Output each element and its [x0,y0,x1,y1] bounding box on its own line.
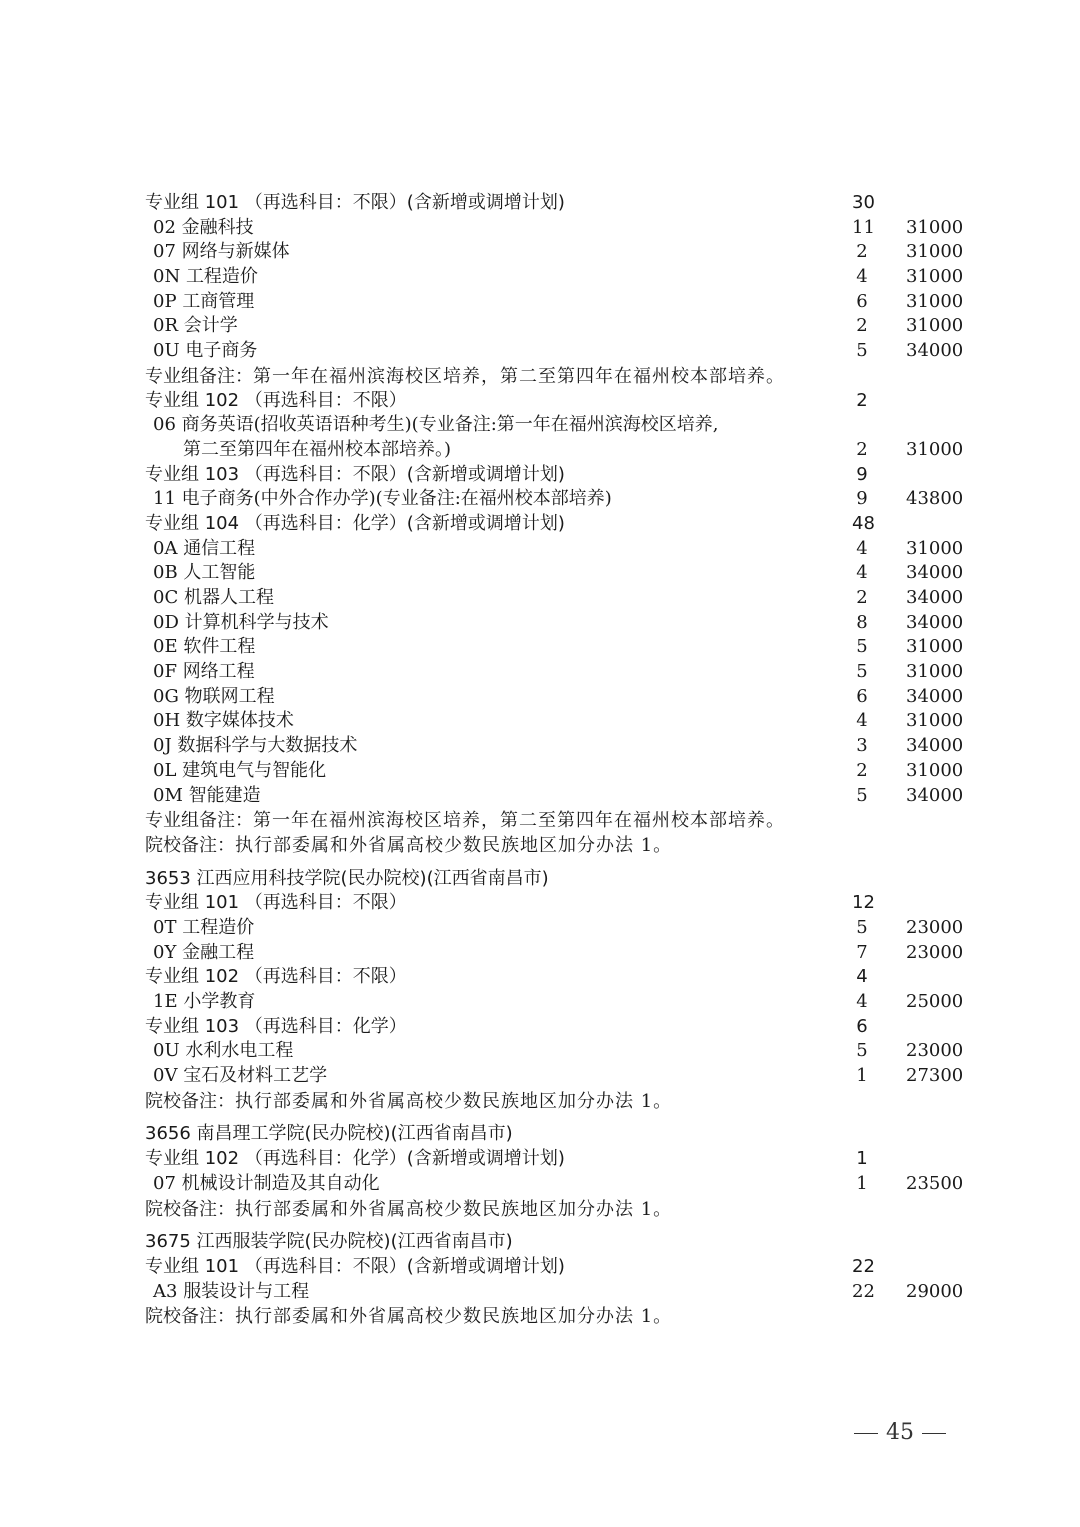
section-gap [0,1113,1080,1122]
group-header [0,389,1080,414]
remark-row [0,1197,1080,1222]
major-name: 物联网工程 [184,685,275,707]
major-label [153,611,329,636]
major-fee: 31000 [906,636,964,658]
major-row [0,537,1080,562]
section-gap [0,858,1080,867]
major-label [153,265,258,290]
major-name: 工程造价 [185,266,258,288]
major-label [153,586,274,611]
major-count: 6 [856,685,868,707]
remark-text: 执行部委属和外省属高校少数民族地区加分办法 1。 [235,1090,673,1112]
major-code: 0N [153,266,181,288]
major-count: 7 [856,941,868,963]
major-code: 02 [153,216,176,238]
major-row [0,1039,1080,1064]
major-name: 商务英语(招收英语语种考生)(专业备注:第一年在福州滨海校区培养, [181,414,719,436]
major-fee: 34000 [906,685,964,707]
major-name: 通信工程 [183,537,256,559]
major-row [0,216,1080,241]
major-row [0,611,1080,636]
major-fee: 31000 [906,266,964,288]
major-count: 11 [852,216,875,238]
major-label [153,1064,327,1089]
group-title: 专业组 101 （再选科目：不限） [145,892,407,914]
major-label [153,290,254,315]
remark [145,1304,672,1330]
major-name: 网络与新媒体 [181,241,290,263]
group-title: 专业组 102 （再选科目：不限） [145,966,407,988]
major-count: 5 [856,784,868,806]
major-label [153,635,255,660]
major-name: 宝石及材料工艺学 [183,1065,328,1087]
major-code: 0P [153,290,177,312]
group-count: 12 [852,892,875,914]
group-count: 6 [856,1015,868,1037]
major-code: 1E [153,991,178,1012]
remark-row [0,808,1080,833]
dash-left [854,1433,878,1434]
section-gap [0,1221,1080,1230]
major-row [0,1172,1080,1197]
major-label [153,487,612,512]
major-name: 计算机科学与技术 [184,611,329,633]
major-row [0,586,1080,611]
major-row [0,265,1080,290]
major-count: 6 [856,290,868,312]
group-count: 2 [856,389,868,411]
major-code: 11 [153,488,176,510]
school-header [0,1230,1080,1255]
group-header [0,463,1080,488]
major-label [153,537,255,562]
major-fee: 23000 [906,1040,964,1062]
major-count: 2 [856,241,868,263]
major-fee: 34000 [906,784,964,806]
major-count: 4 [856,537,868,559]
major-fee: 27300 [906,1065,964,1087]
major-code: 0Y [153,941,177,963]
group-title: 专业组 101 （再选科目：不限）(含新增或调增计划) [145,1255,565,1277]
remark-row [0,364,1080,389]
major-row [0,990,1080,1015]
major-code: 0A [153,537,178,559]
major-count: 2 [856,759,868,781]
admission-plan-list [0,191,1080,1329]
school-title: 3675 江西服装学院(民办院校)(江西省南昌市) [145,1231,513,1253]
major-row [0,339,1080,364]
group-header [0,965,1080,990]
major-label [153,240,290,265]
major-count: 22 [852,1280,875,1302]
major-code: 0J [153,735,172,757]
remark-row [0,1304,1080,1329]
major-fee: 31000 [906,661,964,683]
major-count: 5 [856,340,868,362]
major-label [153,784,261,809]
group-header [0,512,1080,537]
page-number-value: 45 [886,1420,914,1445]
major-code: 0R [153,315,179,337]
major-fee: 31000 [906,241,964,263]
major-fee: 31000 [906,710,964,732]
major-code: 0T [153,916,177,938]
remark-text: 执行部委属和外省属高校少数民族地区加分办法 1。 [235,1306,673,1328]
major-name: 工商管理 [182,290,255,312]
major-name: 网络工程 [182,661,255,683]
major-count: 5 [856,1040,868,1062]
major-name: 会计学 [183,315,238,337]
major-row [0,759,1080,784]
major-row [0,314,1080,339]
remark-row [0,1089,1080,1114]
major-label [153,413,719,438]
major-label [153,1039,293,1064]
remark-text: 第一年在福州滨海校区培养，第二至第四年在福州校本部培养。 [253,810,785,832]
major-label [153,990,255,1015]
major-code: 06 [153,414,176,436]
group-count: 30 [852,192,875,213]
major-code: 0D [153,611,179,633]
major-count: 2 [856,315,868,337]
major-code: 07 [153,241,176,263]
major-label [153,314,238,339]
major-name: 金融科技 [181,216,254,238]
major-name: 建筑电气与智能化 [182,759,327,781]
major-count: 3 [856,735,868,757]
major-code: 0H [153,710,181,732]
group-title: 专业组 102 （再选科目：不限） [145,389,407,411]
major-count: 5 [856,916,868,938]
major-code: 0G [153,685,179,707]
school-header [0,867,1080,892]
major-label [153,1172,380,1197]
major-row [0,561,1080,586]
group-title: 专业组 104 （再选科目：化学）(含新增或调增计划) [145,512,565,534]
major-name: 服装设计与工程 [183,1280,310,1302]
remark [145,364,785,390]
major-name-continued: 第二至第四年在福州校本部培养。) [183,438,452,460]
major-count: 4 [856,266,868,288]
major-fee: 23000 [906,916,964,938]
major-name: 小学教育 [183,991,256,1012]
major-row [0,916,1080,941]
group-title: 专业组 103 （再选科目：不限）(含新增或调增计划) [145,463,565,485]
school-header [0,1122,1080,1147]
major-row-continued [0,438,1080,463]
major-name: 金融工程 [182,941,255,963]
major-row [0,1280,1080,1305]
group-title: 专业组 102 （再选科目：化学）(含新增或调增计划) [145,1148,565,1170]
major-code: 0B [153,562,178,584]
remark [145,1089,672,1115]
major-code: 0E [153,636,178,658]
major-label [153,916,254,941]
remark-label: 专业组备注： [145,810,253,832]
major-label [153,759,326,784]
remark-label: 院校备注： [145,1090,235,1112]
major-name: 电子商务 [185,340,258,362]
group-header [0,891,1080,916]
group-count: 1 [856,1148,868,1170]
major-row [0,413,1080,438]
major-count: 4 [856,562,868,584]
major-row [0,685,1080,710]
major-label [153,941,254,966]
remark-label: 专业组备注： [145,365,253,387]
group-header [0,1015,1080,1040]
major-count: 2 [856,587,868,608]
page-number [846,1418,954,1448]
major-fee: 29000 [906,1280,964,1302]
major-code: 0U [153,340,180,362]
major-code: 0M [153,784,183,806]
major-count: 2 [856,438,868,460]
major-count: 5 [856,661,868,683]
group-count: 4 [856,966,868,988]
remark-text: 执行部委属和外省属高校少数民族地区加分办法 1。 [235,834,673,856]
school-title: 3656 南昌理工学院(民办院校)(江西省南昌市) [145,1123,513,1145]
major-row [0,660,1080,685]
major-row [0,1064,1080,1089]
major-fee: 34000 [906,611,964,633]
remark-row [0,833,1080,858]
major-name: 水利水电工程 [185,1040,294,1062]
major-count: 1 [856,1065,868,1087]
major-count: 4 [856,991,868,1012]
major-code: 0U [153,1040,180,1062]
major-count: 1 [856,1172,868,1194]
major-row [0,709,1080,734]
major-fee: 31000 [906,290,964,312]
major-count: 5 [856,636,868,658]
major-name: 软件工程 [183,636,256,658]
major-row [0,487,1080,512]
major-row [0,941,1080,966]
major-fee: 34000 [906,735,964,757]
remark-text: 执行部委属和外省属高校少数民族地区加分办法 1。 [235,1198,673,1220]
remark-label: 院校备注： [145,1198,235,1220]
school-title: 3653 江西应用科技学院(民办院校)(江西省南昌市) [145,867,549,889]
group-count: 9 [856,463,868,485]
major-label [153,339,257,364]
group-header [0,1147,1080,1172]
major-name: 电子商务(中外合作办学)(专业备注:在福州校本部培养) [181,488,612,510]
group-header [0,191,1080,216]
group-title: 专业组 101 （再选科目：不限）(含新增或调增计划) [145,192,565,213]
major-code: 0F [153,661,177,683]
major-name: 机械设计制造及其自动化 [181,1172,380,1194]
major-fee: 31000 [906,537,964,559]
group-header [0,1255,1080,1280]
remark [145,1197,672,1223]
major-fee: 23500 [906,1172,964,1194]
major-fee: 34000 [906,562,964,584]
remark-text: 第一年在福州滨海校区培养，第二至第四年在福州校本部培养。 [253,365,785,387]
major-name: 数据科学与大数据技术 [177,735,358,757]
remark-label: 院校备注： [145,834,235,856]
dash-right [922,1433,946,1434]
major-fee: 25000 [906,991,964,1012]
group-count: 22 [852,1255,875,1277]
major-label [153,561,255,586]
major-name: 数字媒体技术 [185,710,294,732]
major-row [0,240,1080,265]
major-name: 工程造价 [182,916,255,938]
group-count: 48 [852,512,875,534]
remark [145,808,785,834]
major-row [0,784,1080,809]
remark-label: 院校备注： [145,1306,235,1328]
major-fee: 31000 [906,216,964,238]
major-fee: 43800 [906,488,964,510]
major-label [153,216,254,241]
major-fee: 31000 [906,438,964,460]
major-fee: 34000 [906,587,964,608]
major-label [153,709,294,734]
major-code: 0V [153,1065,178,1087]
major-fee: 34000 [906,340,964,362]
major-fee: 23000 [906,941,964,963]
remark [145,833,672,859]
major-label [153,734,357,759]
major-row [0,734,1080,759]
major-name: 人工智能 [183,562,256,584]
major-fee: 31000 [906,315,964,337]
major-fee: 31000 [906,759,964,781]
major-code: A3 [153,1280,178,1302]
group-title: 专业组 103 （再选科目：化学） [145,1015,407,1037]
major-name: 智能建造 [188,784,261,806]
major-count: 9 [856,488,868,510]
major-count: 8 [856,611,868,633]
major-label [153,685,275,710]
major-code: 0C [153,587,179,608]
major-count: 4 [856,710,868,732]
major-name: 机器人工程 [183,587,274,608]
major-row [0,290,1080,315]
major-row [0,635,1080,660]
major-code: 07 [153,1172,176,1194]
major-label [153,660,255,685]
major-label [153,1280,309,1305]
major-code: 0L [153,759,177,781]
